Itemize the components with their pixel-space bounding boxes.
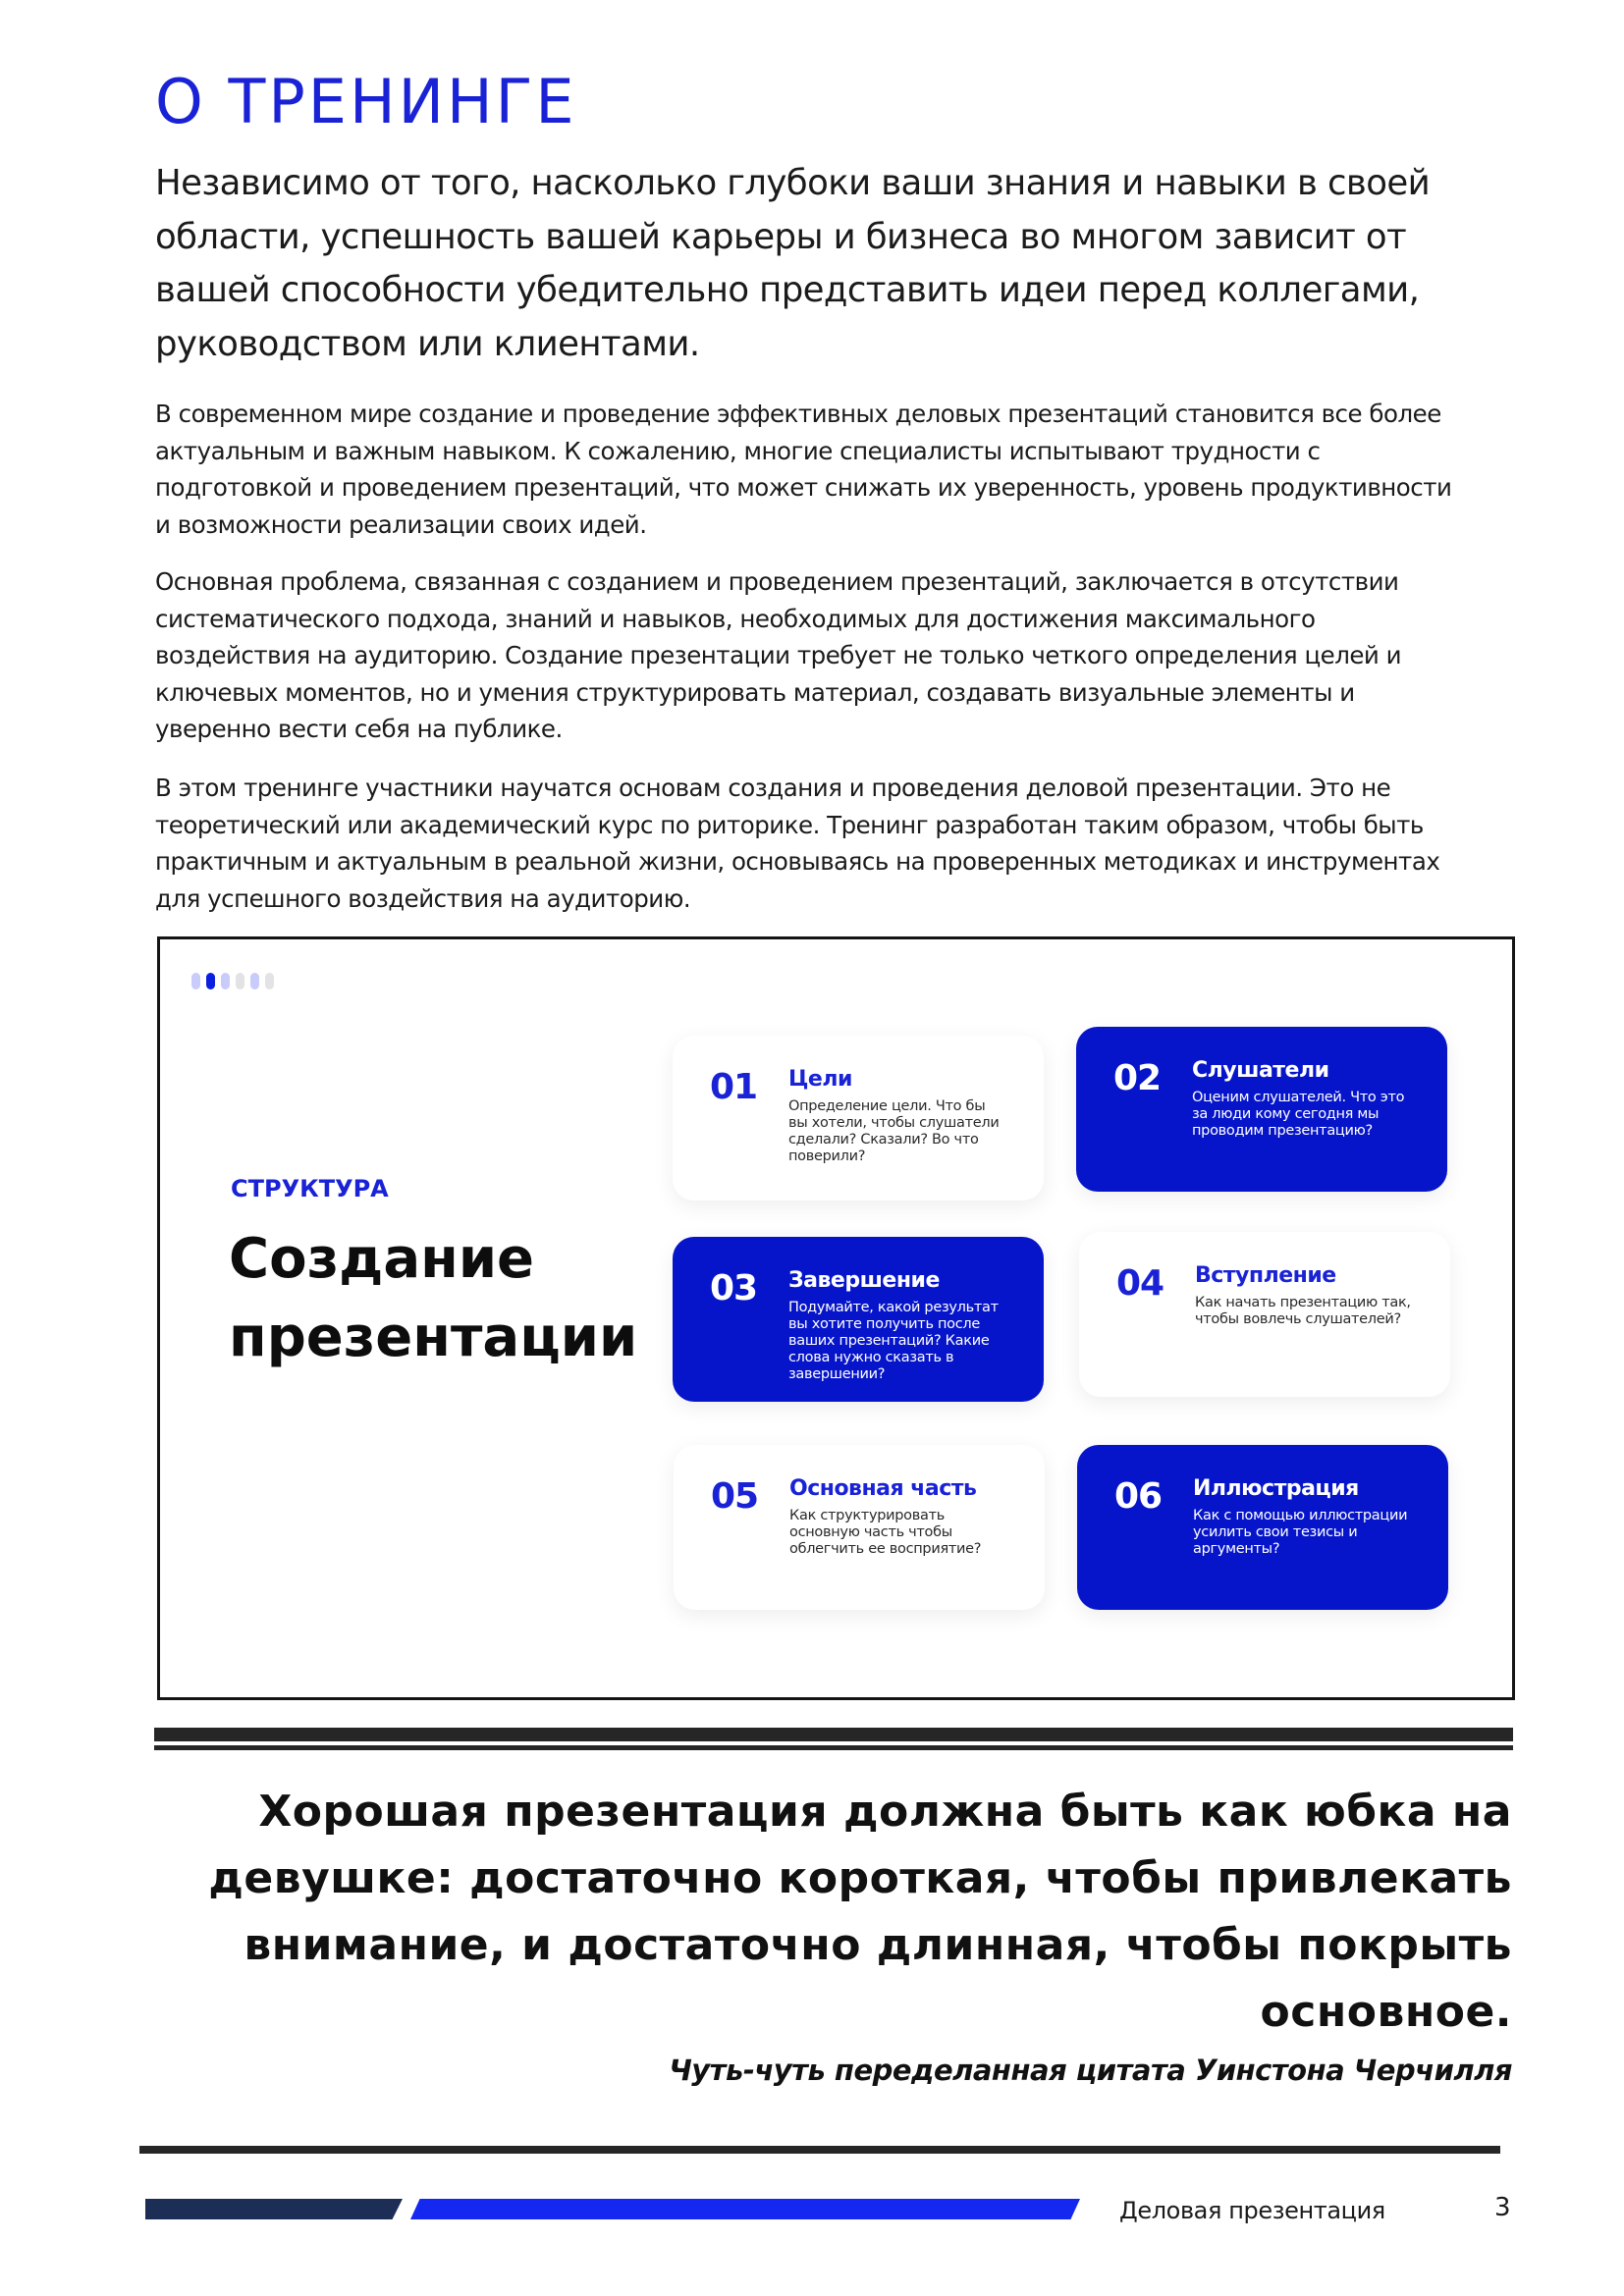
card-description xyxy=(1192,1090,1437,1140)
card-description-line: Как структурировать xyxy=(789,1508,945,1523)
card-description-line: ваших презентаций? Какие xyxy=(788,1333,990,1349)
paragraph-line: уверенно вести себя на публике. xyxy=(155,715,563,744)
paragraph-line: актуальным и важным навыком. К сожалению, многие специалисты испытывают трудности с xyxy=(155,436,1321,465)
card-description-line: усилить свои тезисы и xyxy=(1193,1524,1358,1540)
paragraph-line: теоретический или академический курс по риторике. Тренинг разработан таким образом, чтобы быть xyxy=(155,810,1424,839)
card-description-line: сделали? Сказали? Во что xyxy=(788,1132,979,1148)
footer-navy-bar xyxy=(145,2199,403,2219)
lead-line: руководством или клиентами. xyxy=(155,323,700,364)
structure-card-06 xyxy=(1077,1445,1448,1610)
card-description xyxy=(788,1098,1034,1165)
structure-slide-image xyxy=(157,936,1515,1700)
card-title: Иллюстрация xyxy=(1193,1476,1359,1501)
card-description xyxy=(789,1508,1035,1558)
card-description-line: Оценим слушателей. Что это xyxy=(1192,1090,1405,1105)
lead-line: вашей способности убедительно представить идеи перед коллегами, xyxy=(155,270,1420,310)
footer-divider xyxy=(139,2146,1500,2154)
progress-dot xyxy=(221,973,230,989)
paragraph-line: В этом тренинге участники научатся основам создания и проведения деловой презентации. Это не xyxy=(155,774,1391,802)
structure-card-04 xyxy=(1079,1232,1450,1397)
quote-line: внимание, и достаточно длинная, чтобы покрыть xyxy=(244,1920,1512,1970)
page-title: О ТРЕНИНГЕ xyxy=(155,66,577,137)
card-number: 02 xyxy=(1113,1058,1162,1098)
card-description-line: основную часть чтобы xyxy=(789,1524,952,1540)
card-title: Слушатели xyxy=(1192,1058,1329,1083)
quote-line: девушке: достаточно короткая, чтобы привлекать xyxy=(208,1853,1512,1903)
quote-line: основное. xyxy=(1260,1987,1512,2037)
page-number: 3 xyxy=(1494,2193,1511,2222)
card-description-line: облегчить ее восприятие? xyxy=(789,1541,982,1557)
card-number: 05 xyxy=(711,1476,759,1517)
card-title: Завершение xyxy=(788,1268,940,1293)
card-title: Цели xyxy=(788,1067,852,1092)
progress-dot xyxy=(265,973,274,989)
card-description-line: вы хотите получить после xyxy=(788,1316,981,1332)
paragraph-line: ключевых моментов, но и умения структурировать материал, создавать визуальные элементы и xyxy=(155,677,1355,707)
card-description-line: вы хотели, чтобы слушатели xyxy=(788,1115,1000,1131)
slide-heading xyxy=(229,1220,637,1377)
paragraph-line: В современном мире создание и проведение эффективных деловых презентаций становится все более xyxy=(155,400,1441,428)
paragraph-line: воздействия на аудиторию. Создание презентации требует не только четкого определения целей и xyxy=(155,641,1402,670)
card-description xyxy=(788,1300,1034,1383)
body-paragraph-3 xyxy=(155,770,1530,917)
footer-document-title: Деловая презентация xyxy=(1119,2197,1385,2224)
quote-attribution: Чуть-чуть переделанная цитата Уинстона Черчилля xyxy=(669,2054,1512,2087)
paragraph-line: подготовкой и проведением презентаций, что может снижать их уверенность, уровень продуктивности xyxy=(155,473,1452,503)
quote-divider-thin xyxy=(154,1745,1513,1750)
quote-line: Хорошая презентация должна быть как юбка на xyxy=(258,1787,1512,1837)
card-description-line: чтобы вовлечь слушателей? xyxy=(1195,1311,1401,1327)
body-paragraph-1 xyxy=(155,396,1530,543)
structure-card-02 xyxy=(1076,1027,1447,1192)
slide-heading-line: Создание xyxy=(229,1227,535,1291)
progress-dot xyxy=(191,973,200,989)
slide-progress-dots xyxy=(191,973,274,989)
card-number: 03 xyxy=(710,1268,758,1308)
card-description-line: аргументы? xyxy=(1193,1541,1280,1557)
paragraph-line: практичным и актуальным в реальной жизни, основываясь на проверенных методиках и инструментах xyxy=(155,847,1440,877)
card-description xyxy=(1195,1295,1440,1328)
card-description-line: за люди кому сегодня мы xyxy=(1192,1106,1380,1122)
lead-line: Независимо от того, насколько глубоки ваши знания и навыки в своей xyxy=(155,163,1431,203)
card-description-line: проводим презентацию? xyxy=(1192,1123,1373,1139)
card-description xyxy=(1193,1508,1438,1558)
structure-card-01 xyxy=(673,1036,1044,1201)
card-description-line: Как с помощью иллюстрации xyxy=(1193,1508,1408,1523)
card-description-line: слова нужно сказать в xyxy=(788,1350,954,1365)
card-title: Вступление xyxy=(1195,1263,1336,1288)
card-description-line: Определение цели. Что бы xyxy=(788,1098,986,1114)
slide-kicker: СТРУКТУРА xyxy=(231,1175,389,1202)
progress-dot xyxy=(236,973,244,989)
card-description-line: Подумайте, какой результат xyxy=(788,1300,999,1315)
card-description-line: Как начать презентацию так, xyxy=(1195,1295,1411,1310)
lead-paragraph xyxy=(155,157,1530,371)
lead-line: области, успешность вашей карьеры и бизнеса во многом зависит от xyxy=(155,216,1407,257)
card-title: Основная часть xyxy=(789,1476,977,1501)
paragraph-line: для успешного воздействия на аудиторию. xyxy=(155,883,691,913)
pull-quote xyxy=(137,1779,1512,2046)
progress-dot-active xyxy=(206,973,215,989)
card-number: 04 xyxy=(1116,1263,1164,1304)
paragraph-line: систематического подхода, знаний и навыков, необходимых для достижения максимального xyxy=(155,604,1316,633)
slide-heading-line: презентации xyxy=(229,1306,638,1369)
structure-card-03 xyxy=(673,1237,1044,1402)
structure-card-05 xyxy=(674,1445,1045,1610)
card-number: 06 xyxy=(1114,1476,1163,1517)
progress-dot xyxy=(250,973,259,989)
card-description-line: поверили? xyxy=(788,1148,866,1164)
paragraph-line: и возможности реализации своих идей. xyxy=(155,509,647,539)
quote-divider-thick xyxy=(154,1728,1513,1741)
body-paragraph-2 xyxy=(155,563,1530,748)
card-description-line: завершении? xyxy=(788,1366,886,1382)
footer-blue-bar xyxy=(410,2199,1080,2219)
paragraph-line: Основная проблема, связанная с созданием и проведением презентаций, заключается в отсутствии xyxy=(155,567,1399,596)
card-number: 01 xyxy=(710,1067,758,1107)
